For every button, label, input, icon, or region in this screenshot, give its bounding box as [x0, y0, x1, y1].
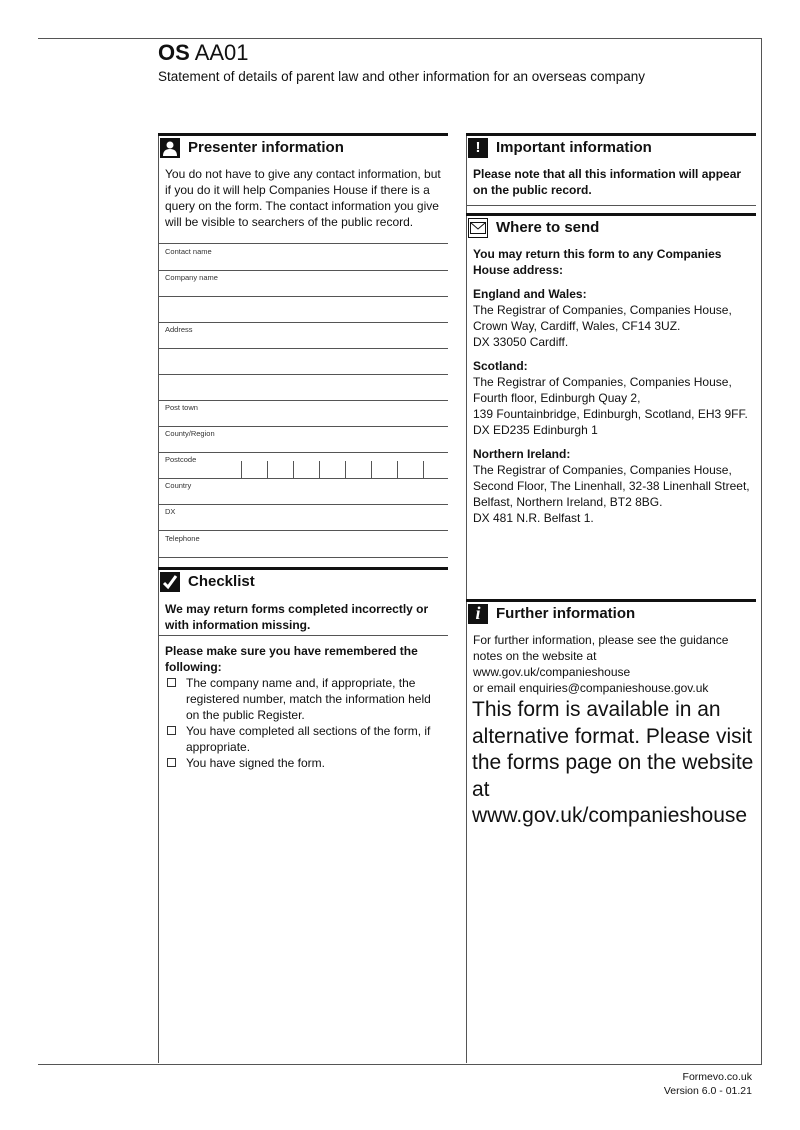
- presenter-heading: Presenter information: [158, 133, 448, 159]
- alternative-format-notice: This form is available in an alternative format. Please visit the forms page on the website at www.gov.uk/companieshouse: [472, 698, 754, 827]
- further-info-body: For further information, please see the guidance notes on the website at www.gov.uk/companieshouse or email enquiries@companieshouse.gov.uk: [466, 626, 756, 686]
- checkbox[interactable]: [167, 758, 176, 767]
- post-town-field[interactable]: Post town: [158, 401, 448, 427]
- footer-site: Formevo.co.uk: [682, 1071, 752, 1083]
- address-field[interactable]: Address: [158, 323, 448, 349]
- presenter-intro: You do not have to give any contact information, but if you do it will help Companies House if there is a query on the form. The contact information you give will be visible to searchers of the public record.: [158, 160, 448, 244]
- form-subtitle: Statement of details of parent law and other information for an overseas company: [158, 69, 646, 84]
- important-text: Please note that all this information will appear on the public record.: [466, 160, 756, 206]
- form-title: OS AA01: [158, 40, 249, 65]
- person-icon: [160, 138, 180, 158]
- address-line-3-field[interactable]: [158, 375, 448, 401]
- further-info-heading: i Further information: [466, 599, 756, 625]
- where-to-send-body: You may return this form to any Companies House address: England and Wales: The Registrar of Companies, Companies House, Crown Way, Cardiff, Wales, CF14 3UZ. DX 33050 Cardiff. Scotland: The Registrar of Companies, Companies House, Fourth floor, Edinburgh Quay 2, 139 Fountainbridge, Edinburgh, Scotland, EH3 9FF. DX ED235 Edinburgh 1 Northern Ireland: The Registrar of Companies, Companies House, Second Floor, The Linenhall, 32-38 Linenhall Street, Belfast, Northern Ireland, BT2 8BG. DX 481 N.R. Belfast 1.: [466, 240, 756, 595]
- checklist-item[interactable]: You have signed the form.: [165, 755, 442, 771]
- info-icon: i: [468, 604, 488, 624]
- telephone-field[interactable]: Telephone: [158, 532, 448, 558]
- blank-line-field[interactable]: [158, 297, 448, 323]
- postcode-cells[interactable]: [241, 461, 449, 479]
- exclamation-icon: !: [468, 138, 488, 158]
- checklist-body: [158, 637, 448, 777]
- checklist-item[interactable]: The company name and, if appropriate, the registered number, match the information held on the public Register.: [165, 675, 442, 723]
- checkbox[interactable]: [167, 726, 176, 735]
- envelope-icon: [468, 218, 488, 238]
- where-to-send-heading: Where to send: [466, 213, 756, 239]
- right-rule: [761, 38, 762, 1065]
- tick-icon: [160, 572, 180, 592]
- contact-name-field[interactable]: Contact name: [158, 245, 448, 271]
- dx-field[interactable]: DX: [158, 505, 448, 531]
- postcode-field[interactable]: Postcode: [158, 453, 448, 479]
- footer-version: Version 6.0 - 01.21: [663, 1085, 752, 1097]
- company-name-field[interactable]: Company name: [158, 271, 448, 297]
- address-line-2-field[interactable]: [158, 349, 448, 375]
- checklist-heading: Checklist: [158, 567, 448, 593]
- bottom-rule: [38, 1064, 762, 1065]
- top-rule: [38, 38, 762, 39]
- checklist-item[interactable]: You have completed all sections of the form, if appropriate.: [165, 723, 442, 755]
- country-field[interactable]: Country: [158, 479, 448, 505]
- important-heading: ! Important information: [466, 133, 756, 159]
- checklist-warning: We may return forms completed incorrectly or with information missing.: [158, 595, 448, 636]
- checkbox[interactable]: [167, 678, 176, 687]
- county-region-field[interactable]: County/Region: [158, 427, 448, 453]
- checklist-intro: Please make sure you have remembered the following:: [165, 644, 418, 674]
